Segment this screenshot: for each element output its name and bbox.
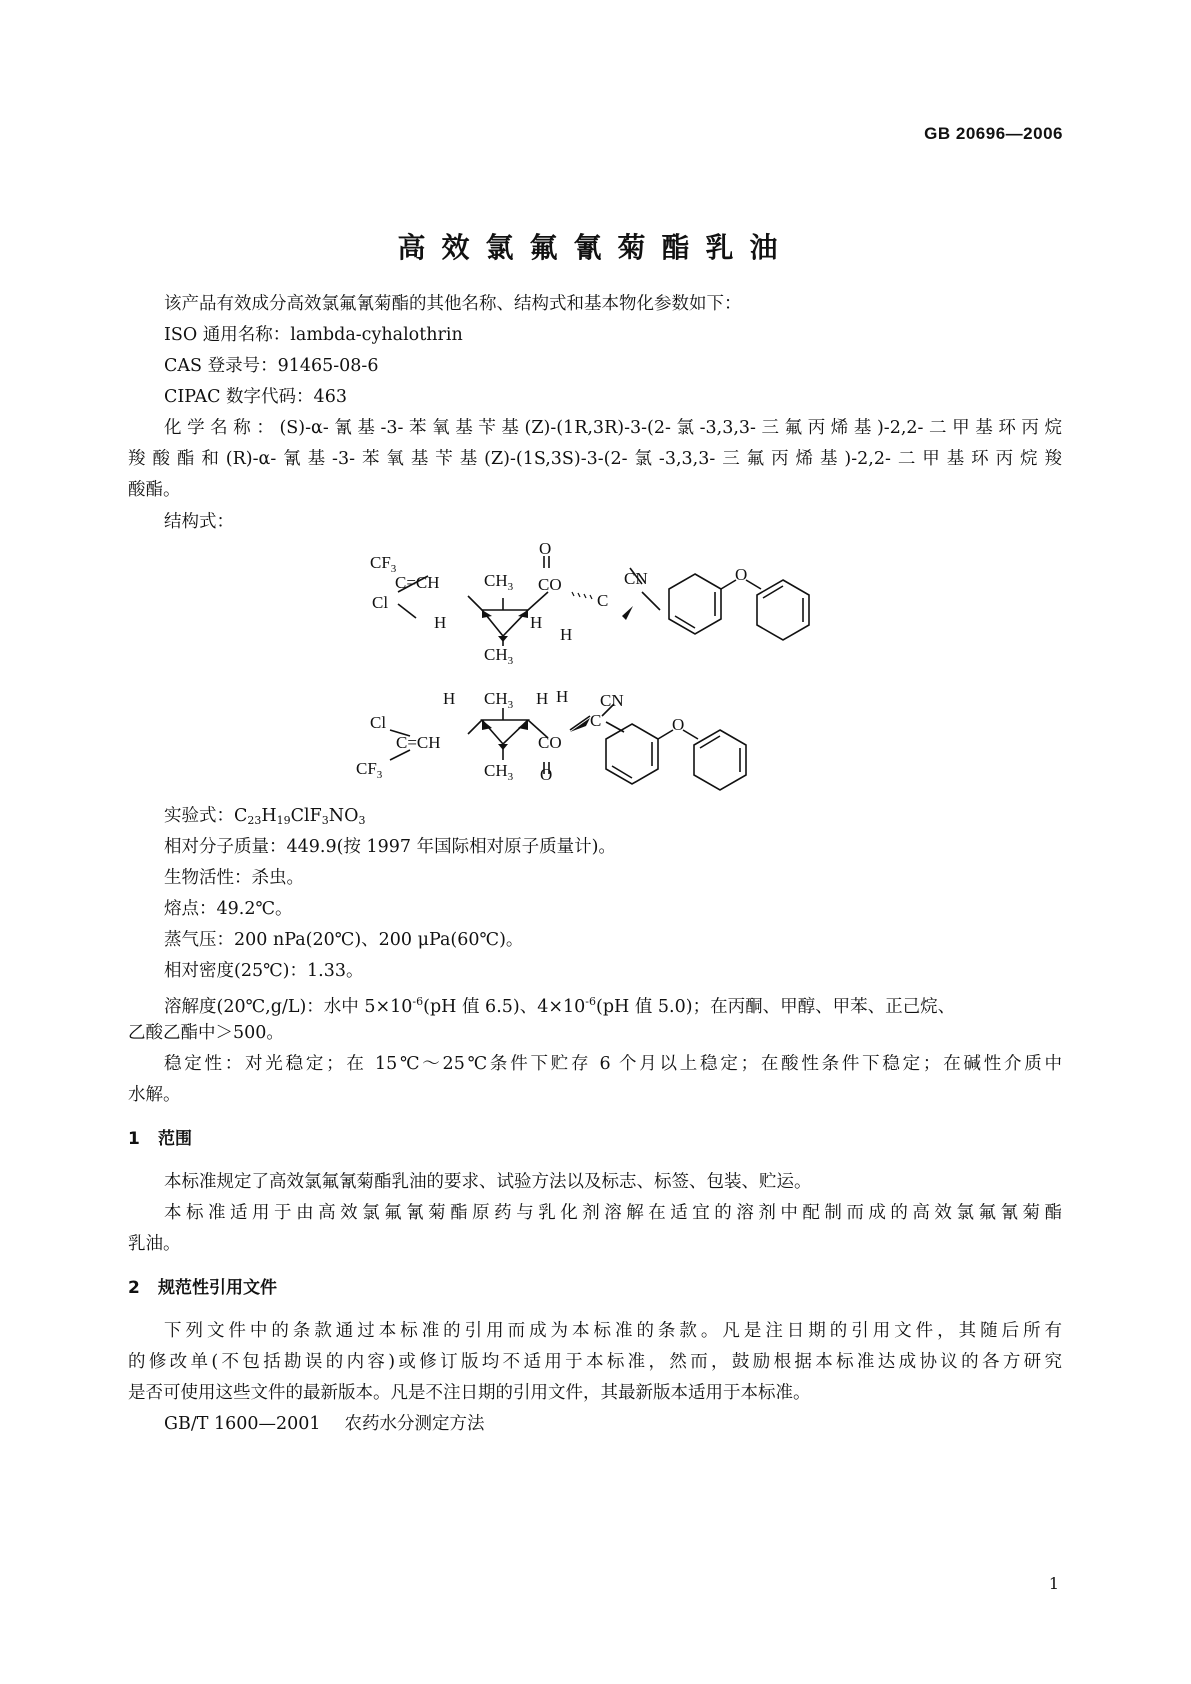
document-title: 高效氯氟氰菊酯乳油 — [397, 231, 794, 264]
structure-label: 结构式： — [164, 512, 234, 532]
nitrile-label: CN — [600, 691, 624, 710]
cf3-label: $CF_3$ — [356, 759, 383, 781]
carbonyl-oxygen-label: O — [539, 539, 552, 558]
chem-name-line-3: 酸酯。 — [128, 480, 181, 500]
intro-lead: 该产品有效成分高效氯氟氰菊酯的其他名称、结构式和基本物化参数如下： — [164, 294, 742, 314]
chlorine-label: Cl — [370, 713, 387, 732]
ether-oxygen-label: O — [735, 565, 748, 584]
normative-reference-1: GB/T 1600—2001 农药水分测定方法 — [164, 1414, 485, 1434]
alpha-hydrogen-label: H — [560, 625, 573, 644]
page-number: 1 — [1048, 1574, 1059, 1593]
alpha-carbon-label: C — [597, 591, 609, 610]
solubility-line-1: 溶解度(20℃,g/L)：水中 $5\times 10^{-6}(pH$ 值 6.5)、$4\times 10^{-6}(pH$ 值 5.0)；在丙酮、甲醇、甲苯、正己烷、 — [164, 995, 956, 1017]
empirical-formula: 实验式：$C_{23}H_{19}ClF_3NO_3$ — [164, 806, 366, 827]
section-2-paragraph-line-2: 的修改单(不包括勘误的内容)或修订版均不适用于本标准，然而，鼓励根据本标准达成协议的各方研究 — [128, 1352, 1062, 1372]
cipac-code: CIPAC 数字代码：463 — [164, 387, 347, 407]
bioactivity: 生物活性：杀虫。 — [164, 868, 304, 888]
section-1-paragraph-2-line-1: 本标准适用于由高效氯氟氰菊酯原药与乳化剂溶解在适宜的溶剂中配制而成的高效氯氟氰菊酯 — [164, 1203, 1062, 1223]
ester-label: CO — [538, 733, 562, 752]
melting-point: 熔点：49.2℃。 — [164, 899, 293, 919]
nitrile-label: CN — [624, 569, 648, 588]
solubility-line-2: 乙酸乙酯中＞500。 — [128, 1023, 284, 1043]
hydrogen-left-label: H — [434, 613, 447, 632]
carbonyl-oxygen-label: O — [540, 765, 553, 784]
stability-line-2: 水解。 — [128, 1085, 181, 1105]
vapor-pressure: 蒸气压：200 nPa(20℃)、200 μPa(60℃)。 — [164, 930, 524, 950]
stability-line-1: 稳定性：对光稳定；在 15℃～25℃条件下贮存 6 个月以上稳定；在酸性条件下稳定；在碱性介质中 — [164, 1054, 1062, 1074]
chem-name-line-1: 化学名称：(S)-α-氰基-3-苯氧基苄基(Z)-(1R,3R)-3-(2-氯-3,3,3-三氟丙烯基)-2,2-二甲基环丙烷 — [164, 418, 1062, 438]
hydrogen-right-label: H — [536, 689, 549, 708]
structural-formula-lower — [356, 684, 840, 824]
ester-label: CO — [538, 575, 562, 594]
methyl-bottom-label: $CH_3$ — [484, 645, 514, 667]
ether-oxygen-label: O — [672, 715, 685, 734]
molecular-weight: 相对分子质量：449.9(按 1997 年国际相对原子质量计)。 — [164, 837, 616, 857]
section-2-paragraph-line-3: 是否可使用这些文件的最新版本。凡是不注日期的引用文件，其最新版本适用于本标准。 — [128, 1383, 811, 1403]
hydrogen-left-label: H — [443, 689, 456, 708]
standard-code: GB 20696—2006 — [924, 124, 1063, 143]
section-1-heading: 1 范围 — [128, 1129, 192, 1149]
cf3-label: $CF_3$ — [370, 553, 397, 575]
section-2-heading: 2 规范性引用文件 — [128, 1278, 277, 1298]
chlorine-label: Cl — [372, 593, 389, 612]
relative-density: 相对密度(25℃)：1.33。 — [164, 961, 364, 981]
chem-name-line-2: 羧酸酯和(R)-α-氰基-3-苯氧基苄基(Z)-(1S,3S)-3-(2-氯-3,3,3-三氟丙烯基)-2,2-二甲基环丙烷羧 — [128, 449, 1062, 469]
section-1-paragraph-2-line-2: 乳油。 — [128, 1234, 181, 1254]
alpha-carbon-label: C — [590, 711, 602, 730]
section-2-paragraph-line-1: 下列文件中的条款通过本标准的引用而成为本标准的条款。凡是注日期的引用文件，其随后所有 — [164, 1321, 1062, 1341]
alkene-label: C=CH — [396, 733, 441, 752]
methyl-top-label: $CH_3$ — [484, 571, 514, 593]
hydrogen-right-label: H — [530, 613, 543, 632]
structural-formula-upper — [370, 540, 840, 680]
methyl-bottom-label: $CH_3$ — [484, 761, 514, 783]
cas-number: CAS 登录号：91465-08-6 — [164, 356, 379, 376]
alpha-hydrogen-label: H — [556, 687, 569, 706]
alkene-label: C=CH — [395, 573, 440, 592]
section-1-paragraph-1: 本标准规定了高效氯氟氰菊酯乳油的要求、试验方法以及标志、标签、包装、贮运。 — [164, 1172, 812, 1192]
iso-name: ISO 通用名称：lambda-cyhalothrin — [164, 325, 463, 345]
methyl-top-label: $CH_3$ — [484, 689, 514, 711]
